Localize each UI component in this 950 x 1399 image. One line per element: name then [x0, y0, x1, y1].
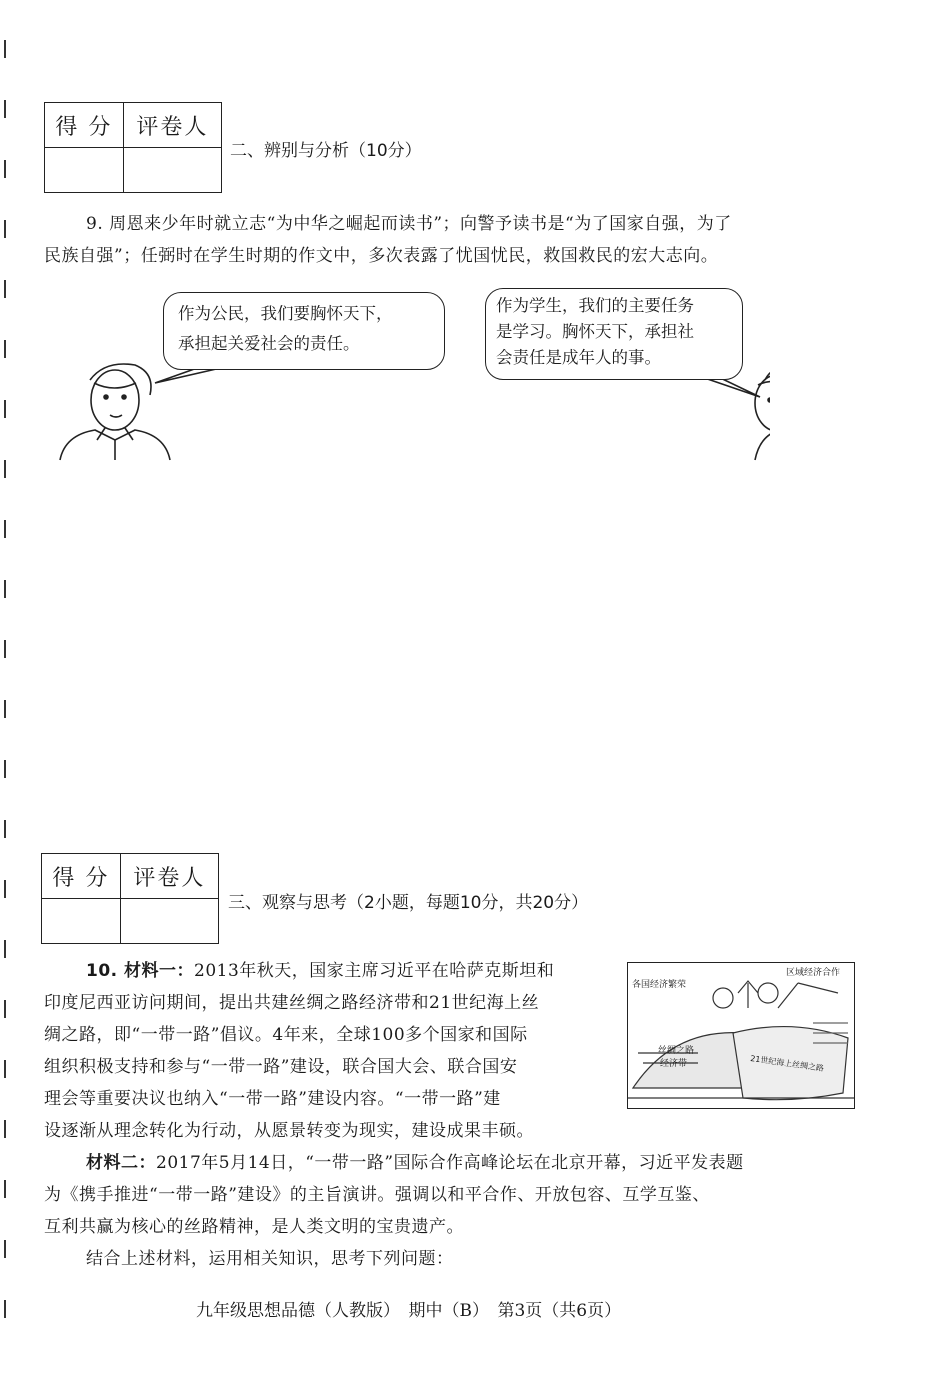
q10-line-3: 绸之路，即“一带一路”倡议。4年来，全球100多个国家和国际 — [44, 1025, 528, 1045]
score-cell[interactable] — [42, 899, 121, 944]
score-cell[interactable] — [45, 148, 124, 193]
q10-line-6: 设逐渐从理念转化为行动，从愿景转变为现实，建设成果丰硕。 — [44, 1121, 534, 1141]
right-bubble-line-1: 作为学生，我们的主要任务 — [496, 296, 694, 315]
q10-line-5: 理会等重要决议也纳入“一带一路”建设内容。“一带一路”建 — [44, 1089, 501, 1109]
m2-line-2: 为《携手推进“一带一路”建设》的主旨演讲。强调以和平合作、开放包容、互学互鉴、 — [44, 1185, 710, 1205]
cartoon-train-text-1: 丝绸之路 — [658, 1046, 695, 1056]
section-3-title: 三、观察与思考（2小题，每题10分，共20分） — [228, 893, 589, 913]
page-footer: 九年级思想品德（人教版） 期中（B） 第3页（共6页） — [196, 1301, 622, 1321]
girl-figure — [755, 367, 770, 460]
score-table-section-2 — [44, 102, 222, 193]
boy-figure — [60, 364, 170, 460]
q10-prompt: 结合上述材料，运用相关知识，思考下列问题： — [86, 1249, 454, 1269]
cartoon-label-left: 各国经济繁荣 — [632, 980, 687, 990]
q10-line-4: 组织积极支持和参与“一带一路”建设，联合国大会、联合国安 — [44, 1057, 518, 1077]
right-bubble-line-3: 会责任是成年人的事。 — [496, 348, 661, 367]
left-bubble-line-2: 承担起关爱社会的责任。 — [178, 334, 360, 353]
m2-label: 材料二： — [86, 1153, 156, 1173]
q10-text-1: 2013年秋天，国家主席习近平在哈萨克斯坦和 — [194, 961, 555, 981]
grader-cell[interactable] — [120, 899, 218, 944]
score-table-section-3 — [41, 853, 219, 944]
q9-line-2: 民族自强”；任弼时在学生时期的作文中，多次表露了忧国忧民，救国救民的宏大志向。 — [44, 246, 719, 266]
score-header: 得 分 — [45, 103, 124, 148]
cartoon-train-text-2: 经济带 — [660, 1059, 688, 1069]
cartoon-label-right: 区域经济合作 — [786, 968, 841, 978]
cartoon-ship-text: 21世纪海上丝绸之路 — [749, 1053, 825, 1074]
right-bubble-line-2: 是学习。胸怀天下，承担社 — [496, 322, 694, 341]
m2-text-1: 2017年5月14日，“一带一路”国际合作高峰论坛在北京开幕，习近平发表题 — [156, 1153, 744, 1173]
q9-line-1: 9. 周恩来少年时就立志“为中华之崛起而读书”；向警予读书是“为了国家自强，为了 — [86, 214, 732, 234]
q10-label: 10. 材料一： — [86, 961, 195, 981]
q10-line-1 — [86, 955, 554, 987]
right-speech-bubble — [485, 288, 743, 380]
score-header: 得 分 — [42, 854, 121, 899]
left-bubble-line-1: 作为公民，我们要胸怀天下， — [178, 304, 393, 323]
grader-header: 评卷人 — [120, 854, 218, 899]
belt-road-cartoon — [627, 962, 855, 1109]
q10-line-2: 印度尼西亚访问期间，提出共建丝绸之路经济带和21世纪海上丝 — [44, 993, 540, 1013]
m2-line-1 — [86, 1147, 744, 1179]
grader-header: 评卷人 — [123, 103, 221, 148]
left-speech-bubble — [163, 292, 445, 370]
binding-margin-line — [4, 40, 6, 1360]
grader-cell[interactable] — [123, 148, 221, 193]
section-2-title: 二、辨别与分析（10分） — [230, 141, 422, 161]
m2-line-3: 互利共赢为核心的丝路精神，是人类文明的宝贵遗产。 — [44, 1217, 464, 1237]
